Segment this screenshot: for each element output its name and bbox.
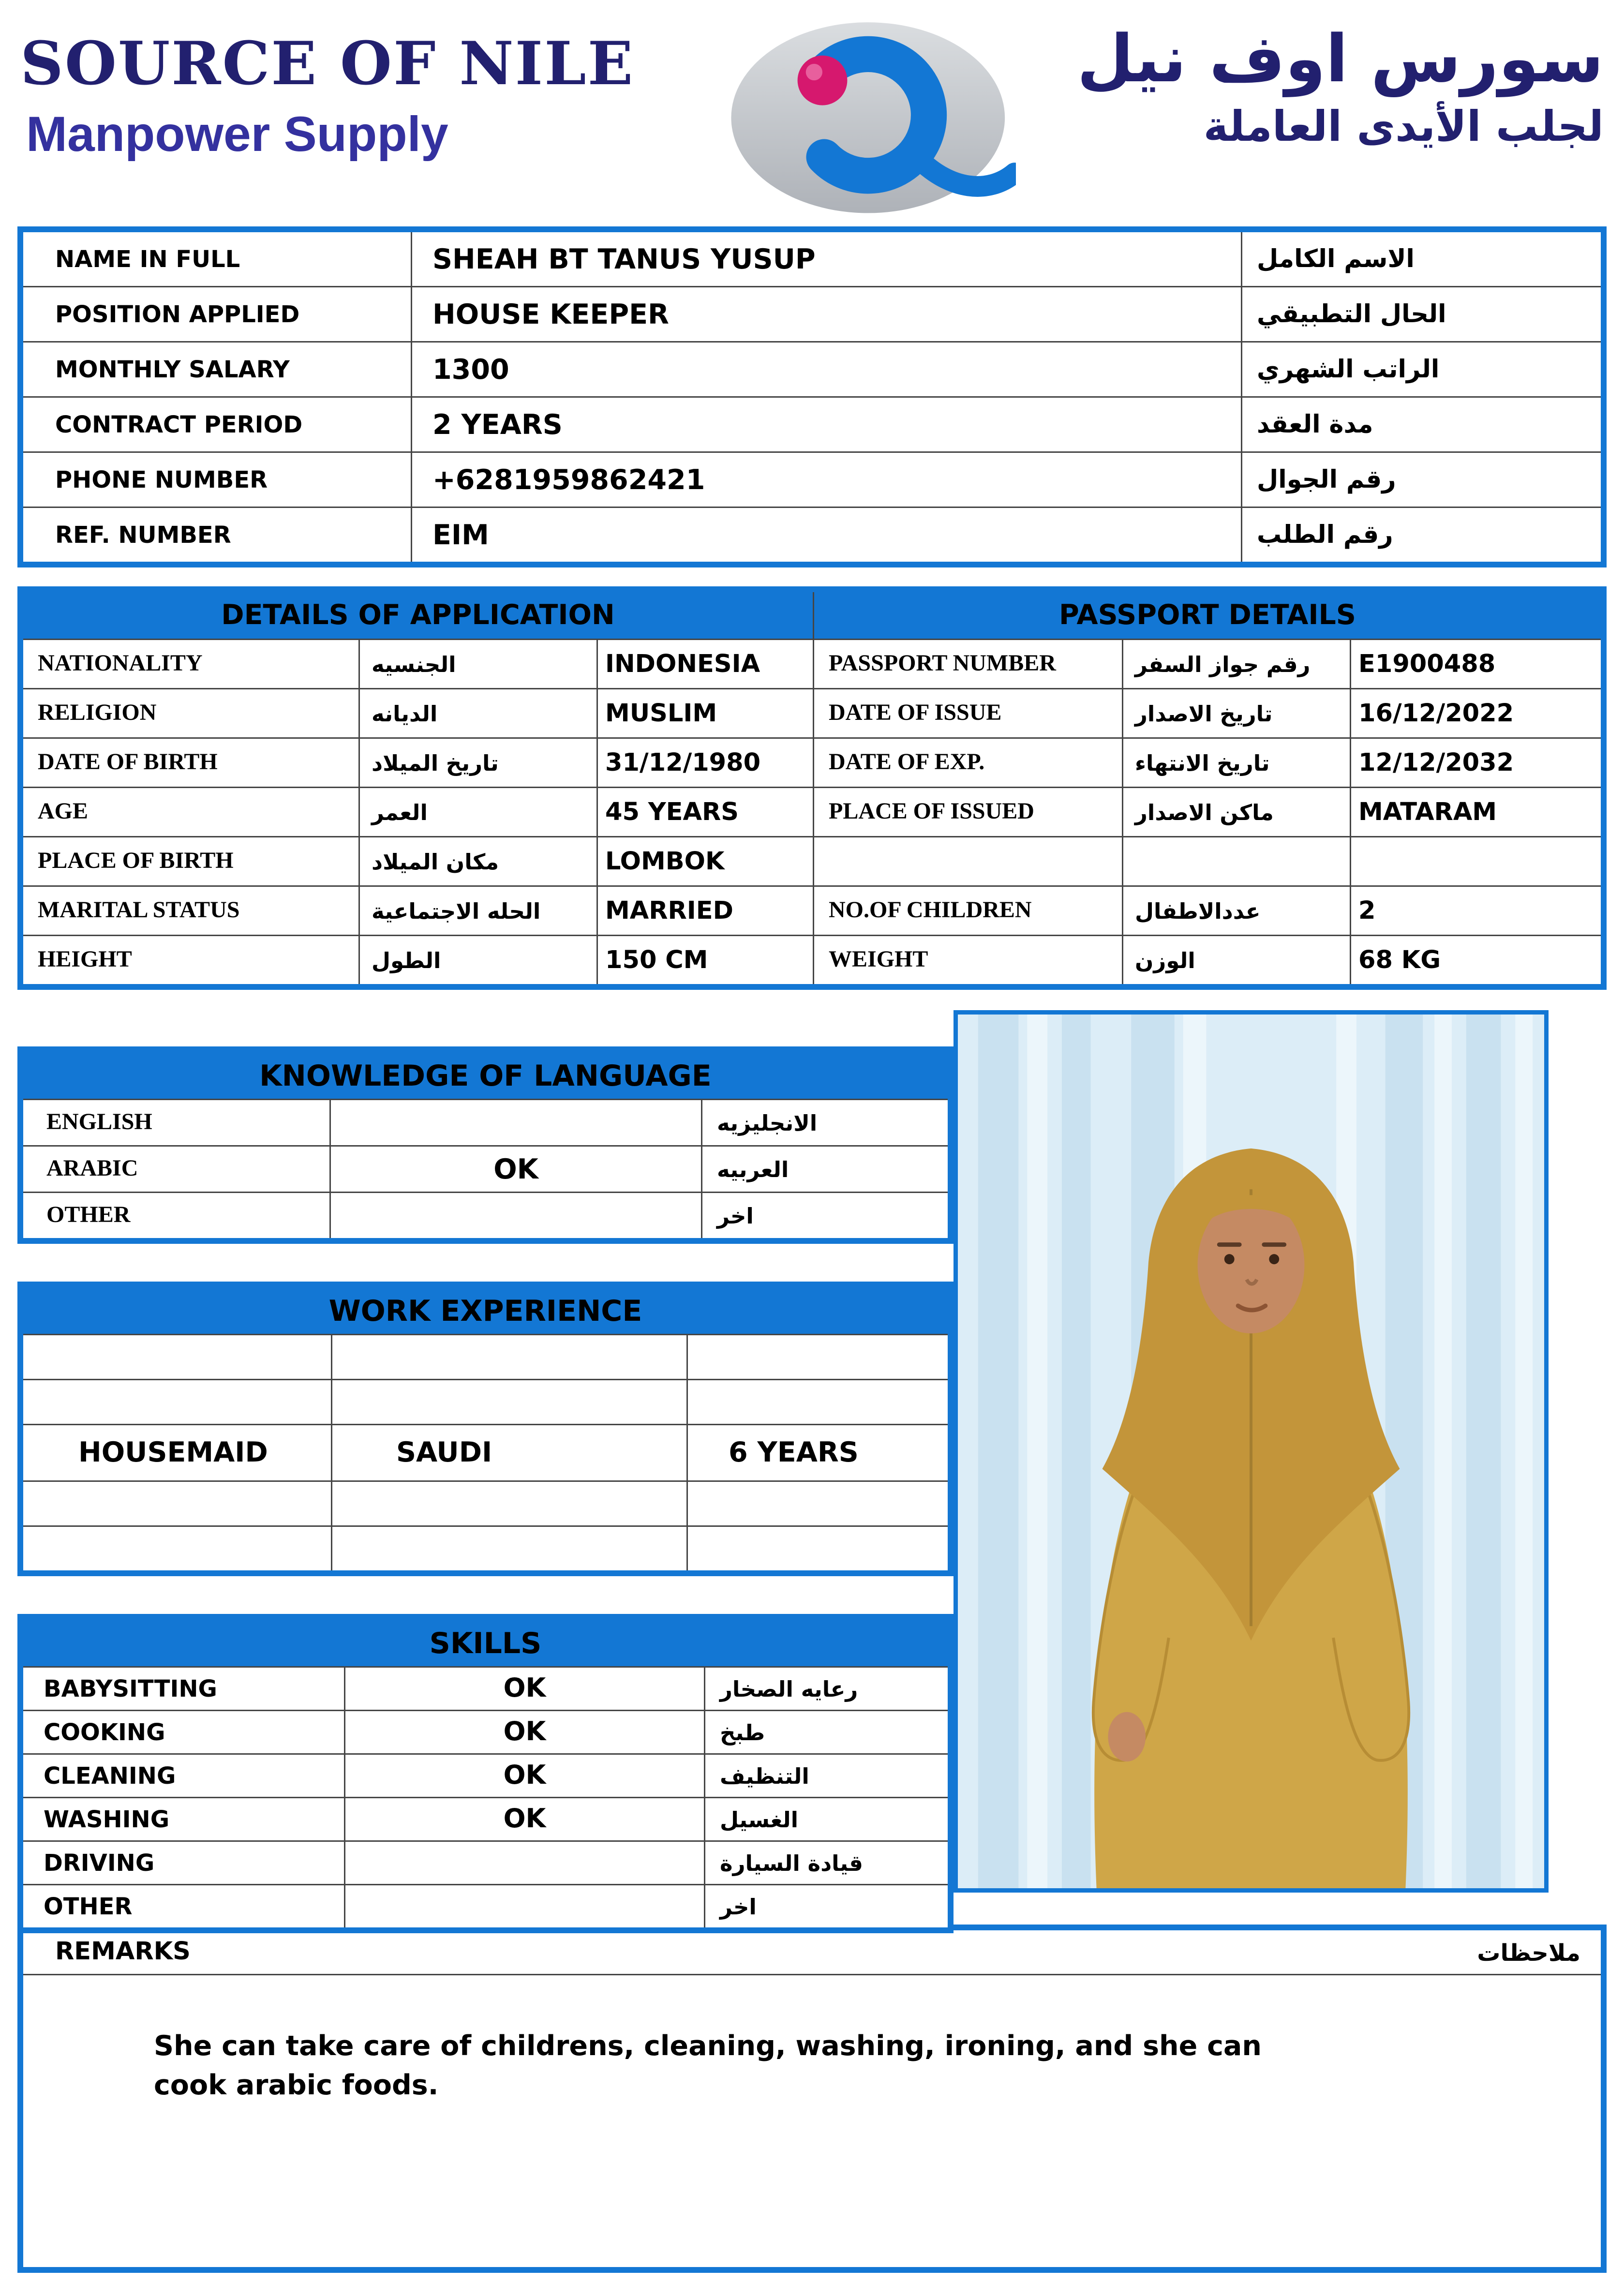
- field-label: PHONE NUMBER: [23, 453, 412, 507]
- info-row: [23, 398, 1601, 453]
- experience-duration: [688, 1527, 948, 1570]
- experience-duration: [688, 1380, 948, 1424]
- language-value: [331, 1193, 702, 1238]
- language-section-title: KNOWLEDGE OF LANGUAGE: [23, 1052, 948, 1099]
- passport-field-label-arabic: تاريخ الانتهاء: [1123, 739, 1351, 787]
- company-header: [17, 0, 1607, 221]
- passport-field-label-arabic: رقم جواز السفر: [1123, 640, 1351, 688]
- experience-duration: [688, 1335, 948, 1379]
- passport-field-label-arabic: تاريخ الاصدار: [1123, 689, 1351, 737]
- experience-country: [332, 1482, 688, 1525]
- language-value: OK: [331, 1147, 702, 1192]
- skill-label-arabic: رعايه الصخار: [720, 1675, 858, 1702]
- company-logo-icon: [725, 17, 1015, 231]
- details-row: [23, 688, 1601, 737]
- remarks-section: [17, 1925, 1607, 2273]
- skill-label: CLEANING: [23, 1755, 345, 1797]
- remarks-label: REMARKS: [55, 1938, 191, 1967]
- company-name-arabic: سورس اوف نيل: [1077, 20, 1604, 97]
- field-label-arabic: مدة العقد: [1257, 410, 1373, 439]
- skill-label-arabic: الغسيل: [720, 1806, 799, 1833]
- details-passport-table: [17, 586, 1607, 990]
- experience-country: [332, 1380, 688, 1424]
- company-subtitle: Manpower Supply: [26, 107, 448, 163]
- skill-label: WASHING: [23, 1798, 345, 1840]
- skill-row: [23, 1797, 948, 1840]
- info-row: [23, 508, 1601, 562]
- passport-field-label: WEIGHT: [814, 936, 1123, 984]
- work-experience-row: [23, 1525, 948, 1570]
- passport-field-label: PASSPORT NUMBER: [814, 640, 1123, 688]
- application-field-label-arabic: الديانه: [360, 689, 598, 737]
- language-value: [331, 1100, 702, 1145]
- details-row: [23, 885, 1601, 935]
- passport-field-label: NO.OF CHILDREN: [814, 887, 1123, 935]
- application-field-label-arabic: الطول: [360, 936, 598, 984]
- language-row: [23, 1099, 948, 1145]
- work-experience-row: [23, 1480, 948, 1525]
- skill-label: BABYSITTING: [23, 1668, 345, 1710]
- language-table: [17, 1046, 954, 1244]
- language-rows: [23, 1099, 948, 1238]
- experience-country: [332, 1335, 688, 1379]
- skill-row: [23, 1840, 948, 1884]
- field-label-arabic: رقم الجوال: [1257, 465, 1396, 494]
- field-label: NAME IN FULL: [23, 232, 412, 286]
- details-rows: [23, 639, 1601, 984]
- language-row: [23, 1145, 948, 1192]
- passport-field-value: 16/12/2022: [1358, 699, 1514, 728]
- skill-label-arabic: طبخ: [720, 1719, 765, 1746]
- info-row: [23, 343, 1601, 398]
- skill-label: OTHER: [23, 1885, 345, 1927]
- application-field-value: INDONESIA: [598, 640, 814, 688]
- work-experience-row: [23, 1334, 948, 1379]
- application-field-value: LOMBOK: [598, 837, 814, 885]
- application-field-value: 31/12/1980: [598, 739, 814, 787]
- middle-left-column: [17, 1010, 954, 1920]
- company-name-block: [20, 17, 634, 164]
- field-value: 2 YEARS: [412, 398, 1242, 451]
- language-label-arabic: الانجليزيه: [717, 1109, 818, 1136]
- application-field-label-arabic: تاريخ الميلاد: [360, 739, 598, 787]
- field-value: +6281959862421: [412, 453, 1242, 507]
- field-label: REF. NUMBER: [23, 508, 412, 562]
- skill-value: OK: [345, 1755, 705, 1797]
- language-label: ARABIC: [23, 1147, 331, 1192]
- field-value: SHEAH BT TANUS YUSUP: [412, 232, 1242, 286]
- experience-position: HOUSEMAID: [23, 1425, 332, 1480]
- passport-field-value: MATARAM: [1358, 797, 1497, 827]
- field-label: MONTHLY SALARY: [23, 343, 412, 396]
- application-field-label: DATE OF BIRTH: [23, 739, 360, 787]
- field-value: 1300: [412, 343, 1242, 396]
- skill-label-arabic: اخر: [720, 1893, 757, 1920]
- passport-field-value: E1900488: [1358, 649, 1496, 679]
- details-row: [23, 787, 1601, 836]
- field-label: CONTRACT PERIOD: [23, 398, 412, 451]
- info-row: [23, 453, 1601, 508]
- skill-value: [345, 1885, 705, 1927]
- remarks-header: [23, 1930, 1601, 1975]
- experience-position: [23, 1380, 332, 1424]
- skills-rows: [23, 1666, 948, 1927]
- language-row: [23, 1192, 948, 1238]
- remarks-label-arabic: ملاحظات: [1477, 1938, 1580, 1966]
- field-label-arabic: الراتب الشهري: [1257, 355, 1440, 384]
- field-value: EIM: [412, 508, 1242, 562]
- language-label: ENGLISH: [23, 1100, 331, 1145]
- field-label-arabic: رقم الطلب: [1257, 520, 1393, 550]
- info-row: [23, 287, 1601, 343]
- field-value: HOUSE KEEPER: [412, 287, 1242, 341]
- work-experience-table: [17, 1282, 954, 1576]
- application-field-label: MARITAL STATUS: [23, 887, 360, 935]
- details-of-application-title: DETAILS OF APPLICATION: [23, 592, 814, 639]
- skill-row: [23, 1666, 948, 1710]
- skill-row: [23, 1884, 948, 1927]
- passport-field-label-arabic: [1123, 837, 1351, 885]
- work-experience-rows: [23, 1334, 948, 1570]
- work-experience-row: [23, 1424, 948, 1480]
- skill-row: [23, 1753, 948, 1797]
- application-field-label-arabic: الحله الاجتماعية: [360, 887, 598, 935]
- experience-position: [23, 1335, 332, 1379]
- passport-field-value: 68 KG: [1358, 945, 1441, 975]
- skill-row: [23, 1710, 948, 1753]
- application-field-value: MARRIED: [598, 887, 814, 935]
- skills-section-title: SKILLS: [23, 1620, 948, 1666]
- skills-table: [17, 1614, 954, 1933]
- application-field-value: MUSLIM: [598, 689, 814, 737]
- remarks-text: She can take care of childrens, cleaning, washing, ironing, and she can cook arabic foods.: [154, 2030, 1262, 2101]
- passport-field-value: 2: [1358, 896, 1376, 925]
- passport-field-label: DATE OF ISSUE: [814, 689, 1123, 737]
- application-field-value: 45 YEARS: [598, 788, 814, 836]
- experience-position: [23, 1527, 332, 1570]
- passport-field-label: [814, 837, 1123, 885]
- application-field-label: NATIONALITY: [23, 640, 360, 688]
- field-label-arabic: الاسم الكامل: [1257, 244, 1415, 274]
- language-label-arabic: اخر: [717, 1202, 754, 1229]
- experience-duration: [688, 1482, 948, 1525]
- candidate-photo: [954, 1010, 1549, 1893]
- field-label: POSITION APPLIED: [23, 287, 412, 341]
- passport-field-value: 12/12/2032: [1358, 748, 1514, 777]
- experience-country: SAUDI: [332, 1425, 688, 1480]
- skill-label: COOKING: [23, 1711, 345, 1753]
- passport-field-label-arabic: ماكن الاصدار: [1123, 788, 1351, 836]
- language-label: OTHER: [23, 1193, 331, 1238]
- passport-field-value: [1351, 837, 1601, 885]
- passport-details-title: PASSPORT DETAILS: [814, 592, 1601, 639]
- application-field-label: PLACE OF BIRTH: [23, 837, 360, 885]
- experience-country: [332, 1527, 688, 1570]
- skill-value: [345, 1842, 705, 1884]
- application-field-label-arabic: العمر: [360, 788, 598, 836]
- skill-label-arabic: التنظيف: [720, 1762, 809, 1789]
- work-experience-row: [23, 1379, 948, 1424]
- details-row: [23, 935, 1601, 984]
- skill-value: OK: [345, 1668, 705, 1710]
- details-row: [23, 836, 1601, 885]
- details-row: [23, 639, 1601, 688]
- details-passport-headers: [23, 592, 1601, 639]
- application-field-label: HEIGHT: [23, 936, 360, 984]
- work-experience-title: WORK EXPERIENCE: [23, 1287, 948, 1334]
- application-field-label: AGE: [23, 788, 360, 836]
- skill-value: OK: [345, 1798, 705, 1840]
- applicant-info-table: [17, 226, 1607, 567]
- info-row: [23, 232, 1601, 287]
- application-field-label: RELIGION: [23, 689, 360, 737]
- passport-field-label: PLACE OF ISSUED: [814, 788, 1123, 836]
- company-name: SOURCE OF NILE: [20, 29, 635, 99]
- experience-duration: 6 YEARS: [729, 1437, 859, 1469]
- application-field-value: 150 CM: [598, 936, 814, 984]
- skill-label: DRIVING: [23, 1842, 345, 1884]
- skill-value: OK: [345, 1711, 705, 1753]
- company-subtitle-arabic: لجلب الأيدى العاملة: [1203, 101, 1604, 150]
- application-field-label-arabic: الجنسيه: [360, 640, 598, 688]
- skill-label-arabic: قيادة السيارة: [720, 1850, 863, 1876]
- passport-field-label-arabic: الوزن: [1123, 936, 1351, 984]
- company-name-arabic-block: [1077, 17, 1604, 150]
- passport-field-label-arabic: عددالاطفال: [1123, 887, 1351, 935]
- language-label-arabic: العربيه: [717, 1156, 789, 1182]
- details-row: [23, 737, 1601, 787]
- field-label-arabic: الحال التطبيقي: [1257, 299, 1446, 329]
- middle-section: [17, 1010, 1607, 1920]
- passport-field-label: DATE OF EXP.: [814, 739, 1123, 787]
- application-field-label-arabic: مكان الميلاد: [360, 837, 598, 885]
- experience-position: [23, 1482, 332, 1525]
